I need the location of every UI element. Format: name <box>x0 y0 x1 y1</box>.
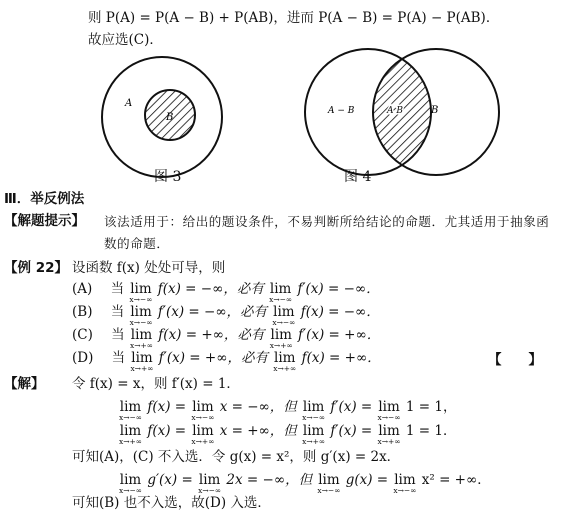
solution-tag: 【解】 <box>4 376 45 392</box>
option-label: (D) <box>72 350 94 366</box>
lim-word: lim <box>131 350 153 366</box>
lim-sub: x→−∞ <box>317 486 341 495</box>
lim-sub: x→−∞ <box>119 486 143 495</box>
option-mid: f′(x) = +∞，必有 <box>154 350 268 366</box>
lim-sub: x→+∞ <box>130 364 154 373</box>
fig3-caption: 图 3 <box>154 169 182 185</box>
lim-word: lim <box>130 281 152 297</box>
lim-sub: x→−∞ <box>272 318 296 327</box>
eq-part: 2x = −∞，但 <box>222 472 317 488</box>
hint-tag: 【解题提示】 <box>4 213 85 229</box>
lim-word: lim <box>394 472 416 488</box>
option-post: f′(x) = −∞． <box>293 281 380 297</box>
option-post: f(x) = −∞． <box>296 304 380 320</box>
lim-sub: x→+∞ <box>273 364 297 373</box>
lim-sub: x→−∞ <box>302 413 326 422</box>
example-stem: 设函数 f(x) 处处可导，则 <box>72 260 226 276</box>
lim-word: lim <box>378 399 400 415</box>
lim-sub: x→−∞ <box>119 413 143 422</box>
lim-sub: x→+∞ <box>302 437 326 446</box>
option-post: f(x) = +∞． <box>297 350 381 366</box>
lim-sub: x→−∞ <box>129 318 153 327</box>
example-tag: 【例 22】 <box>4 260 68 276</box>
answer-bracket: 【 】 <box>488 352 542 368</box>
lim-sub: x→−∞ <box>269 295 293 304</box>
eq-part: f(x) = <box>143 423 191 439</box>
lim-word: lim <box>273 304 295 320</box>
option-mid: f(x) = −∞，必有 <box>153 281 264 297</box>
section-title: Ⅲ．举反例法 <box>4 191 85 207</box>
option-mid: f(x) = +∞，必有 <box>154 327 265 343</box>
option-mid: f′(x) = −∞，必有 <box>153 304 268 320</box>
lim-sub: x→−∞ <box>393 486 417 495</box>
lim-word: lim <box>274 350 296 366</box>
fig3-label-b: B <box>166 112 174 123</box>
lim-word: lim <box>318 472 340 488</box>
lim-sub: x→−∞ <box>191 413 215 422</box>
lim-word: lim <box>192 423 214 439</box>
lim-sub: x→−∞ <box>198 486 222 495</box>
eq-part: f(x) = <box>143 399 191 415</box>
eq-part: x = −∞，但 <box>215 399 302 415</box>
lim-word: lim <box>119 423 142 439</box>
fig4-label-a-minus-b: A − B <box>328 106 355 116</box>
eq-part: x = +∞，但 <box>215 423 302 439</box>
hint-line-1: 该法适用于：给出的题设条件，不易判断所给结论的命题．尤其适用于抽象函 <box>104 214 550 229</box>
lim-word: lim <box>378 423 400 439</box>
fig4-label-ab: A B <box>387 106 403 116</box>
option-c <box>72 329 380 350</box>
lim-sub: x→+∞ <box>129 341 154 350</box>
eq-part: f′(x) = <box>326 399 377 415</box>
option-d <box>72 352 381 373</box>
fig4-label-b: B <box>431 105 439 116</box>
lim-sub: x→+∞ <box>119 437 143 446</box>
solution-eq-3 <box>118 474 491 495</box>
lim-sub: x→−∞ <box>377 413 401 422</box>
lim-word: lim <box>198 472 221 488</box>
lim-sub: x→+∞ <box>377 437 401 446</box>
fig4-caption: 图 4 <box>344 169 372 185</box>
lim-sub: x→+∞ <box>269 341 293 350</box>
solution-line-6: 可知(B) 也不入选，故(D) 入选． <box>72 495 271 511</box>
lim-sub: x→−∞ <box>129 295 153 304</box>
lim-sub: x→+∞ <box>191 437 215 446</box>
lim-word: lim <box>192 399 214 415</box>
figure-3 <box>102 57 222 177</box>
eq-part: x² = +∞． <box>417 472 491 488</box>
eq-part: f′(x) = <box>326 423 377 439</box>
intro-line-1: 则 P(A) = P(A − B) + P(AB)，进而 P(A − B) = P(A) − P(AB)． <box>88 10 500 26</box>
intro-line-2: 故应选(C)． <box>88 32 163 48</box>
option-label: (B) <box>72 304 93 320</box>
option-label: (A) <box>72 281 93 297</box>
lim-word: lim <box>130 304 152 320</box>
eq-part: 1 = 1， <box>401 399 457 415</box>
solution-eq-2 <box>118 425 456 446</box>
option-pre: 当 <box>111 327 125 343</box>
option-b <box>72 306 380 327</box>
figure-4 <box>305 49 499 175</box>
lim-word: lim <box>119 472 142 488</box>
solution-line-1: 令 f(x) = x，则 f′(x) = 1． <box>72 376 240 392</box>
eq-part: 1 = 1． <box>401 423 457 439</box>
option-post: f′(x) = +∞． <box>293 327 381 343</box>
option-pre: 当 <box>110 281 125 297</box>
option-a <box>72 283 380 304</box>
solution-line-4: 可知(A)，(C) 不入选．令 g(x) = x²，则 g′(x) = 2x． <box>72 449 401 465</box>
lim-word: lim <box>302 399 325 415</box>
option-pre: 当 <box>111 350 126 366</box>
lim-word: lim <box>119 399 142 415</box>
lim-word: lim <box>270 327 292 343</box>
eq-part: g(x) = <box>341 472 393 488</box>
lim-word: lim <box>130 327 153 343</box>
option-pre: 当 <box>110 304 125 320</box>
solution-eq-1 <box>118 401 456 422</box>
eq-part: g′(x) = <box>143 472 198 488</box>
fig3-label-a: A <box>125 98 133 109</box>
lim-word: lim <box>269 281 292 297</box>
option-label: (C) <box>72 327 93 343</box>
hint-line-2: 数的命题． <box>104 236 170 251</box>
lim-word: lim <box>302 423 325 439</box>
